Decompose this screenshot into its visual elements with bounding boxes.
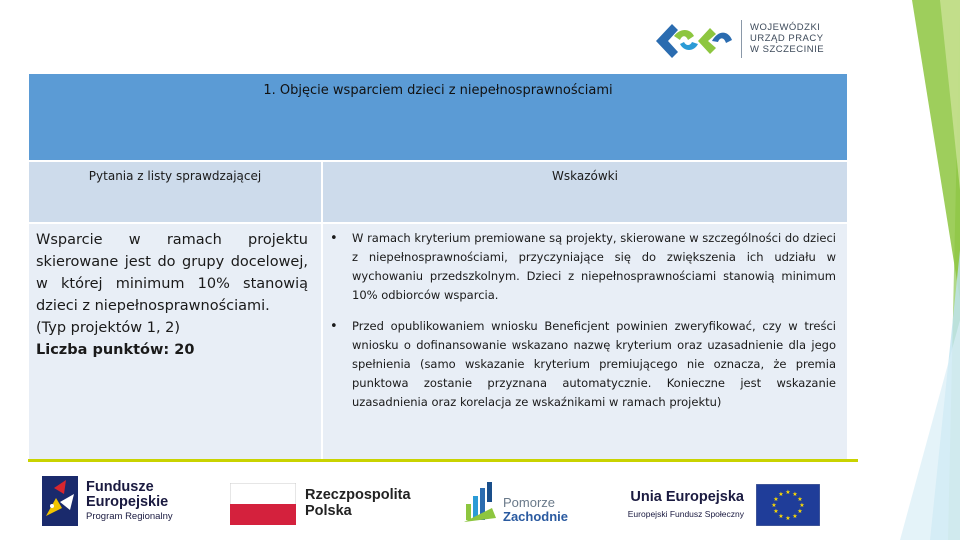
svg-text:★: ★ <box>773 496 779 503</box>
svg-text:★: ★ <box>773 508 779 515</box>
hints-list <box>324 225 846 412</box>
column-header-questions: Pytania z listy sprawdzającej <box>28 161 322 223</box>
wup-logo-text <box>750 22 824 55</box>
pz-line-1: Pomorze <box>503 495 556 510</box>
svg-text:★: ★ <box>785 489 791 496</box>
pomorze-zachodnie-text <box>503 496 568 524</box>
svg-text:★: ★ <box>778 491 784 498</box>
fe-subtitle: Program Regionalny <box>86 511 173 522</box>
polish-flag-icon <box>230 483 296 525</box>
criterion-description: Wsparcie w ramach projektu skierowane jest do grupy docelowej, w której minimum 10% stanowią dzieci z niepełnosprawnościami. <box>36 232 308 314</box>
column-header-hints: Wskazówki <box>322 161 848 223</box>
svg-text:★: ★ <box>785 515 791 522</box>
wup-line-3: W SZCZECINIE <box>750 44 825 55</box>
fe-title-1: Fundusze <box>86 479 154 495</box>
wup-line-1: WOJEWÓDZKI <box>750 22 821 33</box>
questions-cell <box>28 223 322 461</box>
svg-text:★: ★ <box>797 496 803 503</box>
unia-europejska-text <box>614 489 744 520</box>
project-types: (Typ projektów 1, 2) <box>36 320 181 336</box>
pz-line-2: Zachodnie <box>503 509 569 524</box>
header-divider <box>741 20 742 58</box>
ue-subtitle: Europejski Fundusz Społeczny <box>627 509 744 519</box>
hint-item: • W ramach kryterium premiowane są projekty, skierowane w szczególności do dzieci z niepełnosprawnościami, przyczyniające się do zwiększenia ich udziału w wychowaniu przedszkolnym. Dzieci z niepełnosprawnościami stanowią minimum 10% odbiorców wsparcia. <box>352 229 836 305</box>
footer-divider <box>28 459 858 462</box>
ue-title: Unia Europejska <box>630 489 744 505</box>
hint-item: • Przed opublikowaniem wniosku Beneficjent powinien zweryfikować, czy w treści wniosku o dofinansowanie wskazano nazwę kryterium oraz uzasadnienie dla jego spełnienia (samo wskazanie kryterium premiującego nie oznacza, że premia punktowa zostanie przyznana automatycznie. Konieczne jest wskazanie uzasadnienia oraz korelacja ze wskaźnikami w ramach projektu) <box>352 317 836 412</box>
criteria-table <box>28 73 848 461</box>
pomorze-zachodnie-icon <box>462 478 500 526</box>
fundusze-europejskie-icon <box>42 476 78 526</box>
points-value: Liczba punktów: 20 <box>36 342 195 358</box>
rp-line-1: Rzeczpospolita <box>305 487 411 503</box>
table-title: 1. Objęcie wsparciem dzieci z niepełnosprawnościami <box>28 73 848 161</box>
svg-text:★: ★ <box>792 513 798 520</box>
fundusze-europejskie-text <box>86 480 173 523</box>
rp-line-2: Polska <box>305 503 352 519</box>
rzeczpospolita-text <box>305 487 411 519</box>
svg-text:★: ★ <box>797 508 803 515</box>
svg-text:★: ★ <box>792 491 798 498</box>
eu-flag-icon <box>756 484 820 526</box>
decorative-stripes <box>840 0 960 540</box>
wup-line-2: URZĄD PRACY <box>750 33 824 44</box>
svg-text:★: ★ <box>799 502 805 509</box>
svg-text:★: ★ <box>771 502 777 509</box>
fe-title-2: Europejskie <box>86 494 169 510</box>
svg-text:★: ★ <box>778 513 784 520</box>
hints-cell <box>322 223 848 461</box>
